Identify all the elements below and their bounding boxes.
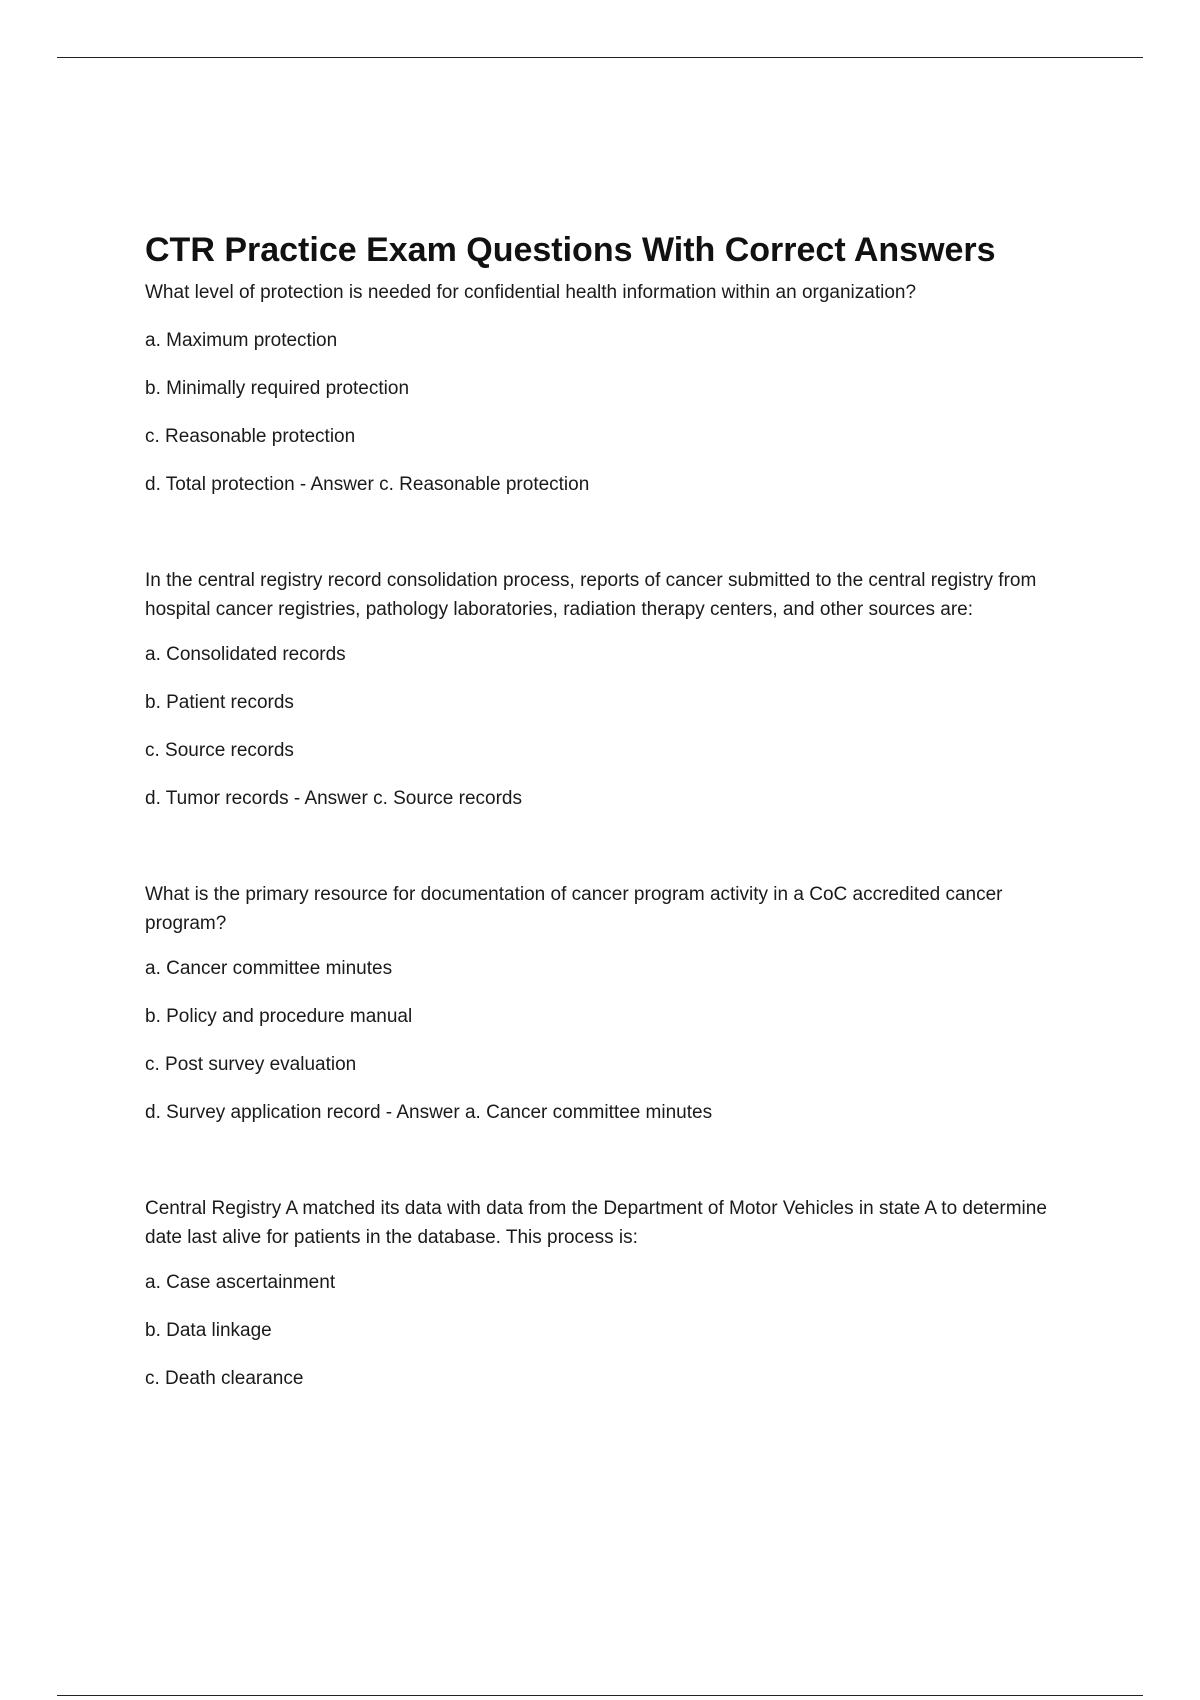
document-title: CTR Practice Exam Questions With Correct Answers [145, 231, 996, 269]
answer-options [145, 640, 1085, 813]
answer-option: c. Death clearance [145, 1368, 304, 1389]
question-text: What is the primary resource for documentation of cancer program activity in a CoC accredited cancer program? [145, 884, 1003, 934]
header-rule [57, 57, 1143, 58]
answer-option: c. Post survey evaluation [145, 1054, 357, 1075]
footer-rule [57, 1695, 1143, 1696]
question-block-1 [145, 278, 1085, 499]
answer-option: c. Source records [145, 740, 294, 761]
question-text: Central Registry A matched its data with data from the Department of Motor Vehicles in state A to determine date last alive for patients in the database. This process is: [145, 1198, 1047, 1248]
answer-options [145, 326, 1085, 499]
answer-option: a. Consolidated records [145, 644, 346, 665]
answer-option: c. Reasonable protection [145, 426, 356, 447]
answer-option: b. Policy and procedure manual [145, 1006, 413, 1027]
answer-option: a. Cancer committee minutes [145, 958, 393, 979]
answer-option: d. Tumor records - Answer c. Source records [145, 788, 522, 809]
question-block-4 [145, 1194, 1085, 1393]
answer-options [145, 954, 1085, 1127]
answer-option: a. Maximum protection [145, 330, 338, 351]
answer-option: b. Data linkage [145, 1320, 272, 1341]
answer-option: d. Total protection - Answer c. Reasonable protection [145, 474, 590, 495]
answer-option: b. Minimally required protection [145, 378, 410, 399]
answer-option: d. Survey application record - Answer a. Cancer committee minutes [145, 1102, 713, 1123]
answer-option: a. Case ascertainment [145, 1272, 336, 1293]
question-text: In the central registry record consolidation process, reports of cancer submitted to the central registry from hospital cancer registries, pathology laboratories, radiation therapy centers, and other sources are: [145, 570, 1037, 620]
answer-option: b. Patient records [145, 692, 294, 713]
question-block-3 [145, 880, 1085, 1127]
question-text: What level of protection is needed for confidential health information within an organization? [145, 282, 917, 303]
answer-options [145, 1268, 1085, 1393]
question-block-2 [145, 566, 1085, 813]
document-body [145, 222, 1085, 1393]
